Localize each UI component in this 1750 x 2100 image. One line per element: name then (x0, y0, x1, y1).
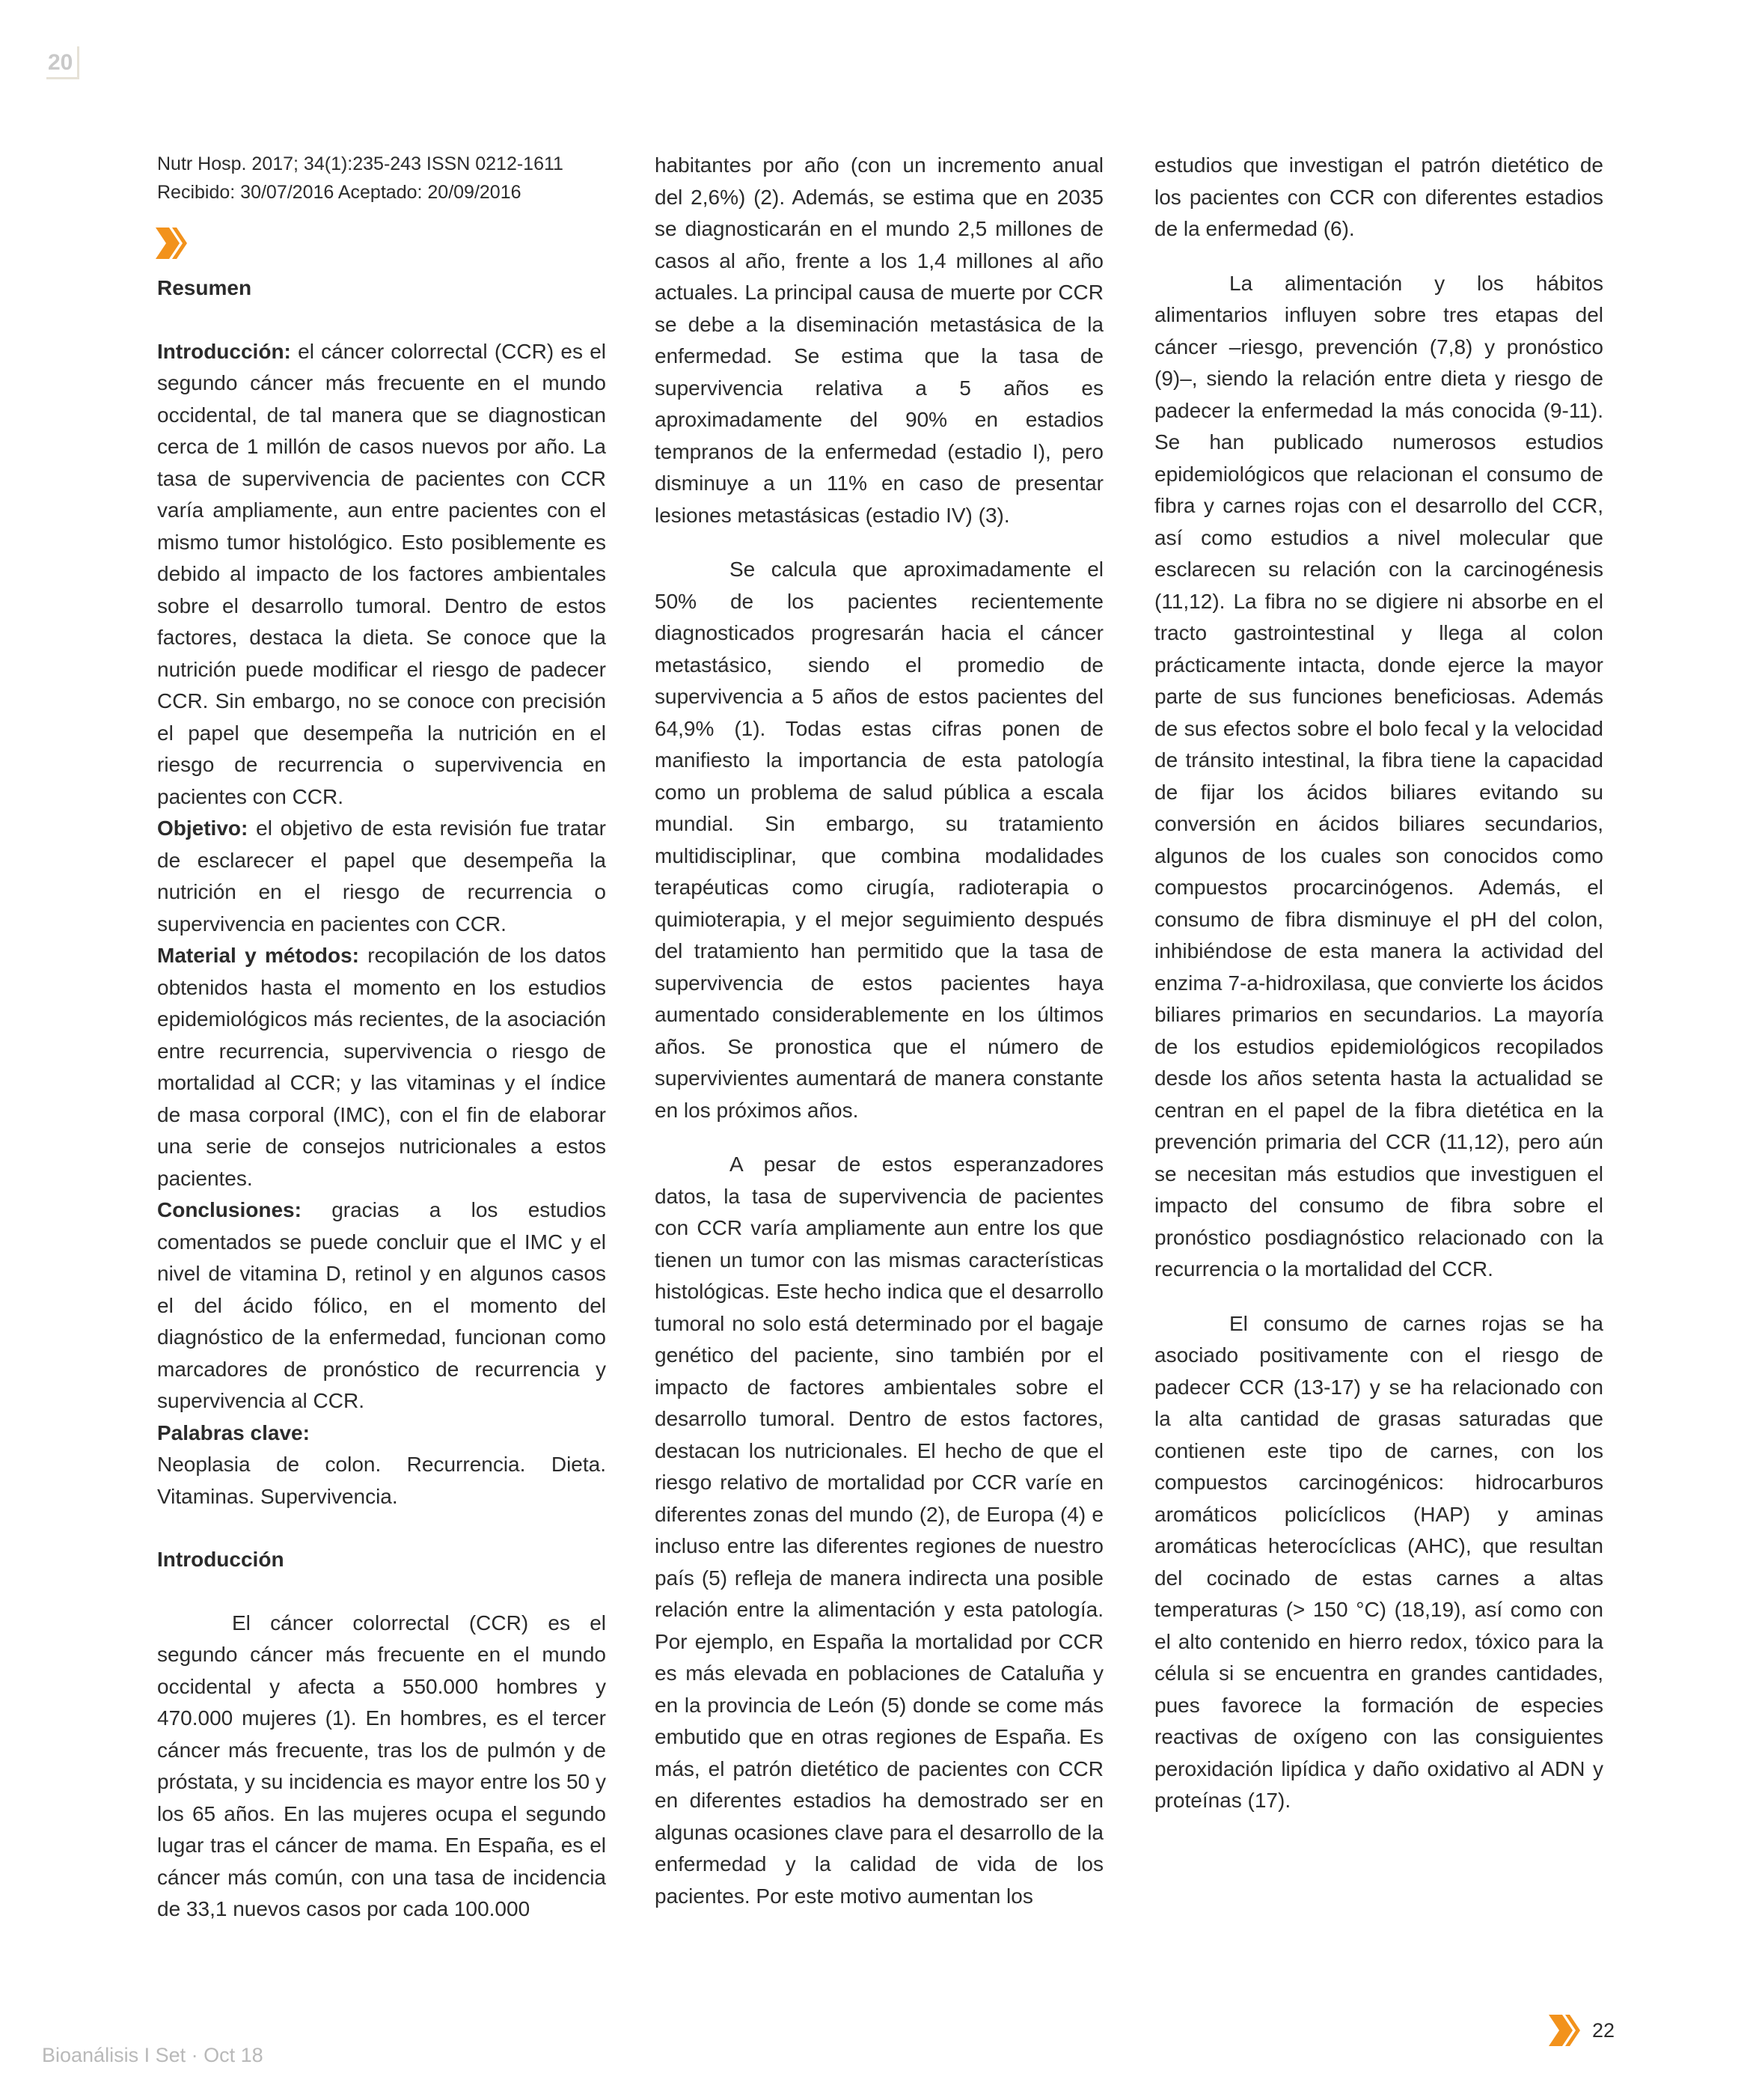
material-text: recopilación de los datos obtenidos hasta el momento en los estudios epidemiológicos más recientes, de la asociación entre recurrencia, supervivencia o riesgo de mortalidad al CCR; y las vitaminas y el índice de masa corporal (IMC), con el fin de elaborar una serie de consejos nutricionales a estos pacientes. (157, 944, 606, 1190)
intro-text: el cáncer colorrectal (CCR) es el segundo cáncer más frecuente en el mundo occidental, de tal manera que se diagnostican cerca de 1 millón de casos nuevos por año. La tasa de supervivencia de pacientes con CCR varía ampliamente, aun entre pacientes con el mismo tumor histológico. Esto posiblemente es debido al impacto de los factores ambientales sobre el desarrollo tumoral. Dentro de estos factores, destaca la dieta. Se conoce que la nutrición puede modificar el riesgo de padecer CCR. Sin embargo, no se conoce con precisión el papel que desempeña la nutrición en el riesgo de recurrencia o supervivencia en pacientes con CCR. (157, 339, 606, 808)
resumen-objetivo (157, 813, 606, 940)
column-right (1154, 150, 1603, 1817)
palabras-label: Palabras clave: (157, 1420, 310, 1444)
intro-label: Introducción: (157, 339, 291, 363)
column-middle (655, 150, 1104, 1912)
objetivo-text: el objetivo de esta revisión fue tratar de esclarecer el papel que desempeña la nutrición en el riesgo de recurrencia o supervivencia en pacientes con CCR. (157, 817, 606, 935)
palabras-text: Neoplasia de colon. Recurrencia. Dieta. Vitaminas. Supervivencia. (157, 1453, 606, 1508)
resumen-heading: Resumen (157, 276, 252, 299)
intro-paragraph-3-cont: estudios que investigan el patrón dietético de los pacientes con CCR con diferentes estadios de la enfermedad (6). (1154, 153, 1603, 240)
material-label: Material y métodos: (157, 944, 359, 967)
intro-paragraph-2: Se calcula que aproximadamente el 50% de los pacientes recientemente diagnosticados progresarán hacia el cáncer metastásico, siendo el promedio de supervivencia a 5 años de estos pacientes del 64,9% (1). Todas estas cifras ponen de manifiesto la importancia de esta patología como un problema de salud pública a escala mundial. Sin embargo, su tratamiento multidisciplinar, que combina modalidades terapéuticas como cirugía, radioterapia o quimioterapia, y el mejor seguimiento después del tratamiento han permitido que la tasa de supervivencia de estos pacientes haya aumentado considerablemente en los últimos años. Se pronostica que el número de supervivientes aumentará de manera constante en los próximos años. (655, 558, 1104, 1122)
dates-line: Recibido: 30/07/2016 Aceptado: 20/09/2016 (157, 182, 521, 203)
intro-paragraph-3: A pesar de estos esperanzadores datos, la tasa de supervivencia de pacientes con CCR varía ampliamente aun entre los que tienen un tumor con las mismas características histológicas. Este hecho indica que el desarrollo tumoral no solo está determinado por el bagaje genético del paciente, sino también por el impacto de factores ambientales sobre el desarrollo tumoral. Dentro de estos factores, destacan los nutricionales. El hecho de que el riesgo relativo de mortalidad por CCR varíe en diferentes zonas del mundo (2), de Europa (4) e incluso entre las diferentes regiones de nuestro país (5) refleja de manera indirecta una posible relación entre la alimentación y esta patología. Por ejemplo, en España la mortalidad por CCR es más elevada en poblaciones de Cataluña y en la provincia de León (5) donde se come más embutido que en otras regiones de España. Es más, el patrón dietético de pacientes con CCR en diferentes estadios ha demostrado ser en algunas ocasiones clave para el desarrollo de la enfermedad y la calidad de vida de los pacientes. Por este motivo aumentan los (655, 1153, 1104, 1908)
intro-paragraph-1-cont: habitantes por año (con un incremento anual del 2,6%) (2). Además, se estima que en 2035 se diagnosticarán en el mundo 2,5 millones de casos al año, frente a los 1,4 millones al año actuales. La principal causa de muerte por CCR se debe a la diseminación metastásica de la enfermedad. Se estima que la tasa de supervivencia relativa a 5 años es aproximadamente del 90% en estadios tempranos de la enfermedad (estadio I), pero disminuye a un 11% en caso de presentar lesiones metastásicas (estadio IV) (3). (655, 153, 1104, 527)
intro-paragraph-4: La alimentación y los hábitos alimentarios influyen sobre tres etapas del cáncer –riesgo, prevención (7,8) y pronóstico (9)–, siendo la relación entre dieta y riesgo de padecer la enfermedad la más conocida (9-11). Se han publicado numerosos estudios epidemiológicos que relacionan el consumo de fibra y carnes rojas con el desarrollo del CCR, así como estudios a nivel molecular que esclarecen su relación con la carcinogénesis (11,12). La fibra no se digiere ni absorbe en el tracto gastrointestinal y llega al colon prácticamente intacta, donde ejerce la mayor parte de sus funciones beneficiosas. Además de sus efectos sobre el bolo fecal y la velocidad de tránsito intestinal, la fibra tiene la capacidad de fijar los ácidos biliares evitando su conversión en ácidos biliares secundarios, algunos de los cuales son conocidos como compuestos procarcinógenos. Además, el consumo de fibra disminuye el pH del colon, inhibiéndose de esta manera la actividad del enzima 7-a-hidroxilasa, que convierte los ácidos biliares primarios en secundarios. La mayoría de los estudios epidemiológicos recopilados desde los años setenta hasta la actualidad se centran en el papel de la fibra dietética en la prevención primaria del CCR (11,12), pero aún se necesitan más estudios que investiguen el impacto del consumo de fibra sobre el pronóstico posdiagnóstico relacionado con la recurrencia o la mortalidad del CCR. (1154, 271, 1603, 1281)
top-page-number: 20 (46, 46, 79, 79)
footer-page-number (1547, 2012, 1615, 2049)
resumen-material (157, 940, 606, 1194)
bottom-page-number: 22 (1592, 2018, 1615, 2042)
double-chevron-icon (1547, 2012, 1583, 2049)
resumen-intro (157, 336, 606, 814)
footer-journal: Bioanálisis I Set · Oct 18 (42, 2044, 263, 2066)
intro-paragraph-1: El cáncer colorrectal (CCR) es el segundo cáncer más frecuente en el mundo occidental y afecta a 550.000 hombres y 470.000 mujeres (1). En hombres, es el tercer cáncer más frecuente, tras los de pulmón y de próstata, y su incidencia es mayor entre los 50 y los 65 años. En las mujeres ocupa el segundo lugar tras el cáncer de mama. En España, es el cáncer más común, con una tasa de incidencia de 33,1 nuevos casos por cada 100.000 (157, 1611, 606, 1920)
column-left (157, 150, 606, 1926)
objetivo-label: Objetivo: (157, 817, 248, 840)
conclusiones-text: gracias a los estudios comentados se puede concluir que el IMC y el nivel de vitamina D, retinol y en algunos casos el del ácido fólico, en el momento del diagnóstico de la enfermedad, funcionan como marcadores de pronóstico de recurrencia y supervivencia al CCR. (157, 1198, 606, 1412)
double-chevron-icon (154, 223, 189, 263)
citation-line: Nutr Hosp. 2017; 34(1):235-243 ISSN 0212-1611 (157, 153, 563, 174)
intro-paragraph-5: El consumo de carnes rojas se ha asociado positivamente con el riesgo de padecer CCR (13-17) y se ha relacionado con la alta cantidad de grasas saturadas que contienen este tipo de carnes, con los compuestos carcinogénicos: hidrocarburos aromáticos policíclicos (HAP) y aminas aromáticas heterocíclicas (AHC), que resultan del cocinado de estas carnes a altas temperaturas (> 150 °C) (18,19), así como con el alto contenido en hierro redox, tóxico para la célula si se encuentra en grandes cantidades, pues favorece la formación de especies reactivas de oxígeno con las consiguientes peroxidación lipídica y daño oxidativo al ADN y proteínas (17). (1154, 1311, 1603, 1812)
conclusiones-label: Conclusiones: (157, 1198, 302, 1221)
intro-heading: Introducción (157, 1548, 284, 1571)
resumen-conclusiones (157, 1194, 606, 1417)
